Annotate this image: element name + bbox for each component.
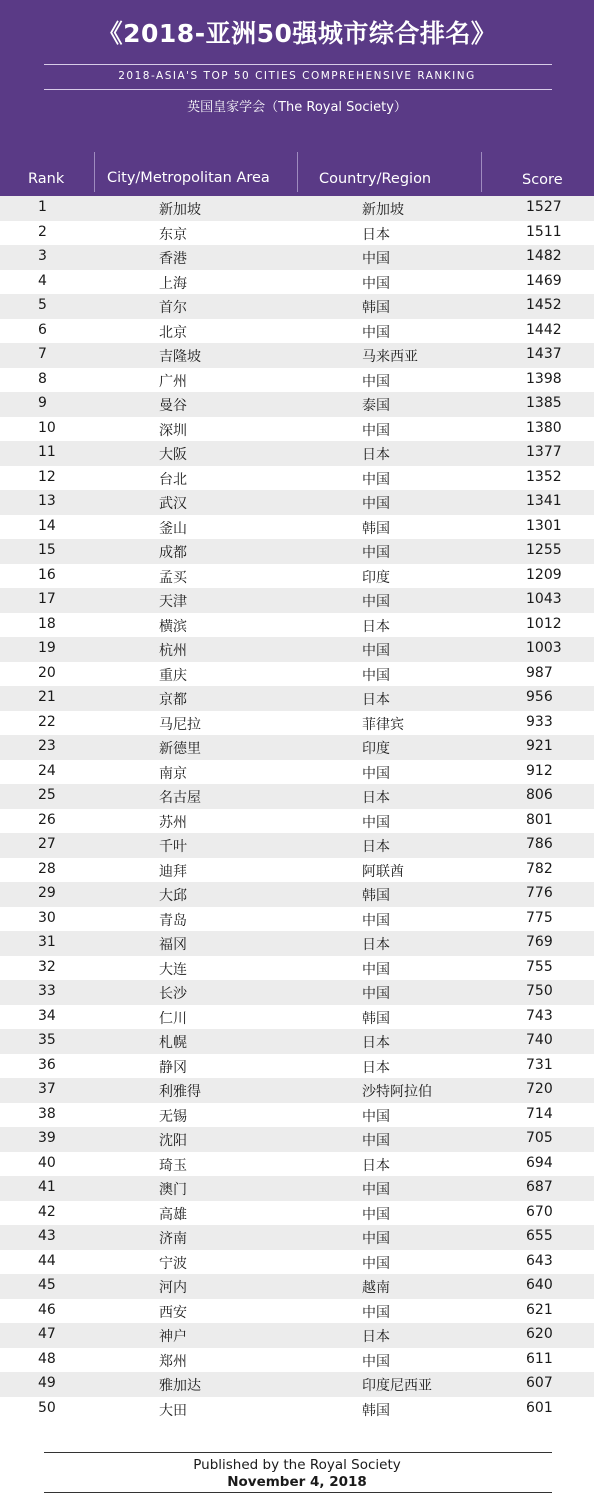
country-cell: 中国 (362, 251, 390, 267)
column-header-country: Country/Region (319, 171, 432, 187)
city-cell: 长沙 (159, 986, 187, 1002)
table-row (0, 270, 594, 295)
country-cell: 中国 (362, 471, 390, 488)
score-cell: 1012 (526, 615, 562, 632)
score-cell: 601 (526, 1399, 553, 1416)
city-cell: 横滨 (159, 618, 187, 635)
score-cell: 1380 (526, 419, 562, 436)
table-row (0, 1372, 594, 1397)
rank-cell: 48 (38, 1350, 56, 1367)
table-row (0, 980, 594, 1005)
city-cell: 上海 (159, 275, 187, 292)
country-cell: 印度 (362, 741, 390, 757)
country-cell: 中国 (362, 324, 390, 341)
rank-cell: 47 (38, 1326, 56, 1342)
rank-cell: 1 (38, 199, 47, 215)
table-row (0, 858, 594, 883)
country-cell: 中国 (362, 1206, 390, 1223)
table-row (0, 809, 594, 834)
score-cell: 1511 (526, 223, 562, 240)
country-cell: 中国 (362, 961, 390, 978)
score-cell: 1255 (526, 542, 562, 558)
rank-cell: 19 (38, 640, 56, 656)
score-cell: 750 (526, 983, 553, 999)
country-cell: 中国 (362, 545, 390, 561)
country-cell: 中国 (362, 275, 390, 292)
city-cell: 济南 (159, 1231, 187, 1247)
score-cell: 655 (526, 1228, 553, 1244)
rank-cell: 30 (38, 909, 56, 926)
score-cell: 1527 (526, 199, 562, 215)
country-cell: 韩国 (362, 1402, 390, 1419)
rank-cell: 5 (38, 297, 47, 313)
rank-cell: 14 (38, 517, 56, 534)
score-cell: 1341 (526, 493, 562, 509)
rank-cell: 44 (38, 1252, 56, 1269)
rank-cell: 12 (38, 468, 56, 485)
table-row (0, 588, 594, 613)
rank-cell: 23 (38, 738, 56, 754)
table-row (0, 245, 594, 270)
city-cell: 曼谷 (159, 398, 187, 414)
city-cell: 新加坡 (159, 202, 201, 218)
city-cell: 名古屋 (159, 790, 201, 806)
rank-cell: 29 (38, 885, 56, 901)
footer-divider-top (44, 1452, 552, 1453)
table-row (0, 711, 594, 736)
score-cell: 731 (526, 1056, 553, 1073)
footer-date: November 4, 2018 (227, 1474, 367, 1490)
score-cell: 640 (526, 1277, 553, 1293)
country-cell: 印度尼西亚 (362, 1378, 432, 1394)
city-cell: 武汉 (159, 496, 187, 512)
score-cell: 1377 (526, 444, 562, 460)
rank-cell: 36 (38, 1056, 56, 1073)
city-cell: 河内 (159, 1280, 187, 1296)
rank-cell: 45 (38, 1277, 56, 1293)
city-cell: 西安 (159, 1304, 187, 1321)
page-title: 《2018-亚洲50强城市综合排名》 (97, 19, 497, 48)
score-cell: 687 (526, 1179, 553, 1195)
city-cell: 釜山 (159, 520, 187, 537)
rank-cell: 42 (38, 1203, 56, 1220)
table-row (0, 1201, 594, 1226)
country-cell: 日本 (362, 1059, 390, 1076)
score-cell: 776 (526, 885, 553, 901)
rank-cell: 43 (38, 1228, 56, 1244)
table-row (0, 784, 594, 809)
city-cell: 宁波 (159, 1255, 187, 1272)
rank-cell: 46 (38, 1301, 56, 1318)
rank-cell: 6 (38, 321, 47, 338)
rank-cell: 25 (38, 787, 56, 803)
city-cell: 琦玉 (159, 1157, 187, 1174)
table-row (0, 637, 594, 662)
score-cell: 912 (526, 762, 553, 779)
column-header-city: City/Metropolitan Area (107, 170, 270, 186)
country-cell: 中国 (362, 422, 390, 439)
rank-cell: 28 (38, 860, 56, 877)
rank-cell: 32 (38, 958, 56, 975)
city-cell: 台北 (159, 471, 187, 488)
table-row (0, 1029, 594, 1054)
table-row (0, 564, 594, 589)
rank-cell: 26 (38, 811, 56, 828)
publisher-label: 英国皇家学会（The Royal Society） (187, 100, 407, 115)
table-row (0, 221, 594, 246)
city-cell: 京都 (159, 692, 187, 708)
city-cell: 南京 (159, 765, 187, 782)
country-cell: 中国 (362, 1304, 390, 1321)
table-row (0, 1005, 594, 1030)
table-row (0, 1127, 594, 1152)
rank-cell: 39 (38, 1130, 56, 1146)
table-row (0, 343, 594, 368)
table-row (0, 931, 594, 956)
city-cell: 静冈 (159, 1059, 187, 1076)
city-cell: 利雅得 (159, 1084, 201, 1100)
country-cell: 中国 (362, 594, 390, 610)
table-row (0, 1348, 594, 1373)
rank-cell: 4 (38, 272, 47, 289)
city-cell: 北京 (159, 324, 187, 341)
rank-cell: 3 (38, 248, 47, 264)
rank-cell: 18 (38, 615, 56, 632)
table-row (0, 1176, 594, 1201)
column-header-rank: Rank (28, 171, 65, 187)
rank-cell: 35 (38, 1032, 56, 1048)
country-cell: 阿联酋 (362, 863, 404, 880)
city-cell: 福冈 (159, 937, 187, 953)
country-cell: 中国 (362, 496, 390, 512)
column-header-score: Score (522, 172, 563, 188)
country-cell: 中国 (362, 1353, 390, 1370)
city-cell: 孟买 (159, 569, 187, 586)
rank-cell: 17 (38, 591, 56, 607)
score-cell: 621 (526, 1301, 553, 1318)
table-row (0, 1152, 594, 1177)
country-cell: 中国 (362, 765, 390, 782)
score-cell: 1442 (526, 321, 562, 338)
rank-cell: 16 (38, 566, 56, 583)
table-row (0, 417, 594, 442)
score-cell: 956 (526, 689, 553, 705)
country-cell: 日本 (362, 226, 390, 243)
header-divider-top (44, 64, 552, 65)
rank-cell: 34 (38, 1007, 56, 1024)
table-row (0, 1225, 594, 1250)
score-cell: 769 (526, 934, 553, 950)
table-row (0, 833, 594, 858)
footer-published: Published by the Royal Society (193, 1457, 401, 1473)
score-cell: 782 (526, 860, 553, 877)
table-row (0, 539, 594, 564)
rank-cell: 10 (38, 419, 56, 436)
table-row (0, 956, 594, 981)
city-cell: 天津 (159, 594, 187, 610)
city-cell: 郑州 (159, 1353, 187, 1370)
score-cell: 786 (526, 836, 553, 852)
rank-cell: 8 (38, 370, 47, 387)
score-cell: 1352 (526, 468, 562, 485)
score-cell: 1209 (526, 566, 562, 583)
table-row (0, 515, 594, 540)
score-cell: 1398 (526, 370, 562, 387)
rank-cell: 15 (38, 542, 56, 558)
city-cell: 广州 (159, 373, 187, 390)
column-separator (94, 152, 95, 192)
city-cell: 成都 (159, 545, 187, 561)
country-cell: 中国 (362, 814, 390, 831)
score-cell: 921 (526, 738, 553, 754)
score-cell: 705 (526, 1130, 553, 1146)
column-separator (481, 152, 482, 192)
table-row (0, 882, 594, 907)
city-cell: 深圳 (159, 422, 187, 439)
score-cell: 1452 (526, 297, 562, 313)
table-row (0, 613, 594, 638)
score-cell: 670 (526, 1203, 553, 1220)
rank-cell: 37 (38, 1081, 56, 1097)
table-row (0, 490, 594, 515)
rank-cell: 20 (38, 664, 56, 681)
score-cell: 755 (526, 958, 553, 975)
city-cell: 沈阳 (159, 1133, 187, 1149)
city-cell: 高雄 (159, 1206, 187, 1223)
rank-cell: 13 (38, 493, 56, 509)
rank-cell: 21 (38, 689, 56, 705)
rank-cell: 24 (38, 762, 56, 779)
city-cell: 大田 (159, 1402, 187, 1419)
country-cell: 中国 (362, 912, 390, 929)
score-cell: 743 (526, 1007, 553, 1024)
country-cell: 日本 (362, 839, 390, 855)
city-cell: 千叶 (159, 839, 187, 855)
header-divider-bottom (44, 89, 552, 90)
city-cell: 吉隆坡 (159, 349, 201, 365)
table-row (0, 1299, 594, 1324)
rank-cell: 38 (38, 1105, 56, 1122)
score-cell: 801 (526, 811, 553, 828)
city-cell: 新德里 (159, 741, 201, 757)
city-cell: 神户 (159, 1329, 187, 1345)
country-cell: 菲律宾 (362, 716, 404, 733)
city-cell: 杭州 (159, 643, 187, 659)
table-row (0, 196, 594, 221)
country-cell: 日本 (362, 790, 390, 806)
country-cell: 新加坡 (362, 202, 404, 218)
table-row (0, 1250, 594, 1275)
city-cell: 首尔 (159, 300, 187, 316)
table-row (0, 1397, 594, 1422)
table-row (0, 686, 594, 711)
rank-cell: 33 (38, 983, 56, 999)
table-row (0, 319, 594, 344)
score-cell: 933 (526, 713, 553, 730)
city-cell: 札幌 (159, 1035, 187, 1051)
score-cell: 740 (526, 1032, 553, 1048)
country-cell: 中国 (362, 1133, 390, 1149)
country-cell: 韩国 (362, 520, 390, 537)
table-row (0, 294, 594, 319)
score-cell: 1482 (526, 248, 562, 264)
rank-cell: 50 (38, 1399, 56, 1416)
page-subtitle: 2018-ASIA'S TOP 50 CITIES COMPREHENSIVE RANKING (118, 70, 476, 82)
table-row (0, 662, 594, 687)
city-cell: 大连 (159, 961, 187, 978)
country-cell: 日本 (362, 937, 390, 953)
rank-cell: 2 (38, 223, 47, 240)
table-row (0, 907, 594, 932)
score-cell: 643 (526, 1252, 553, 1269)
country-cell: 日本 (362, 1329, 390, 1345)
country-cell: 沙特阿拉伯 (362, 1084, 432, 1100)
rank-cell: 9 (38, 395, 47, 411)
table-row (0, 368, 594, 393)
city-cell: 大阪 (159, 447, 187, 463)
table-row (0, 392, 594, 417)
country-cell: 日本 (362, 692, 390, 708)
country-cell: 中国 (362, 1231, 390, 1247)
city-cell: 澳门 (159, 1182, 187, 1198)
score-cell: 611 (526, 1350, 553, 1367)
table-row (0, 735, 594, 760)
city-cell: 无锡 (159, 1108, 187, 1125)
rank-cell: 22 (38, 713, 56, 730)
country-cell: 韩国 (362, 888, 390, 904)
city-cell: 仁川 (159, 1010, 187, 1027)
header-banner (0, 0, 594, 196)
table-row (0, 466, 594, 491)
score-cell: 1385 (526, 395, 562, 411)
country-cell: 越南 (362, 1280, 390, 1296)
country-cell: 中国 (362, 1255, 390, 1272)
country-cell: 韩国 (362, 300, 390, 316)
score-cell: 607 (526, 1375, 553, 1391)
city-cell: 迪拜 (159, 863, 187, 880)
city-cell: 重庆 (159, 667, 187, 684)
city-cell: 苏州 (159, 814, 187, 831)
country-cell: 泰国 (362, 398, 390, 414)
score-cell: 1003 (526, 640, 562, 656)
city-cell: 大邱 (159, 888, 187, 904)
score-cell: 694 (526, 1154, 553, 1171)
country-cell: 中国 (362, 667, 390, 684)
country-cell: 印度 (362, 569, 390, 586)
country-cell: 中国 (362, 1108, 390, 1125)
column-separator (297, 152, 298, 192)
country-cell: 中国 (362, 986, 390, 1002)
country-cell: 马来西亚 (362, 349, 418, 365)
country-cell: 日本 (362, 618, 390, 635)
table-row (0, 1323, 594, 1348)
rank-cell: 11 (38, 444, 56, 460)
rank-cell: 7 (38, 346, 47, 362)
score-cell: 620 (526, 1326, 553, 1342)
score-cell: 1301 (526, 517, 562, 534)
rank-cell: 40 (38, 1154, 56, 1171)
score-cell: 775 (526, 909, 553, 926)
rank-cell: 31 (38, 934, 56, 950)
country-cell: 日本 (362, 1035, 390, 1051)
rank-cell: 41 (38, 1179, 56, 1195)
score-cell: 1043 (526, 591, 562, 607)
table-row (0, 441, 594, 466)
city-cell: 香港 (159, 251, 187, 267)
country-cell: 中国 (362, 1182, 390, 1198)
table-row (0, 1103, 594, 1128)
score-cell: 1437 (526, 346, 562, 362)
country-cell: 中国 (362, 643, 390, 659)
country-cell: 日本 (362, 447, 390, 463)
table-row (0, 1054, 594, 1079)
country-cell: 中国 (362, 373, 390, 390)
score-cell: 806 (526, 787, 553, 803)
table-row (0, 1274, 594, 1299)
city-cell: 东京 (159, 226, 187, 243)
table-row (0, 1078, 594, 1103)
score-cell: 714 (526, 1105, 553, 1122)
country-cell: 日本 (362, 1157, 390, 1174)
rank-cell: 27 (38, 836, 56, 852)
score-cell: 720 (526, 1081, 553, 1097)
city-cell: 雅加达 (159, 1378, 201, 1394)
score-cell: 1469 (526, 272, 562, 289)
ranking-table (0, 196, 594, 1421)
table-row (0, 760, 594, 785)
footer-divider-bottom (44, 1492, 552, 1493)
rank-cell: 49 (38, 1375, 56, 1391)
city-cell: 青岛 (159, 912, 187, 929)
score-cell: 987 (526, 664, 553, 681)
country-cell: 韩国 (362, 1010, 390, 1027)
city-cell: 马尼拉 (159, 716, 201, 733)
